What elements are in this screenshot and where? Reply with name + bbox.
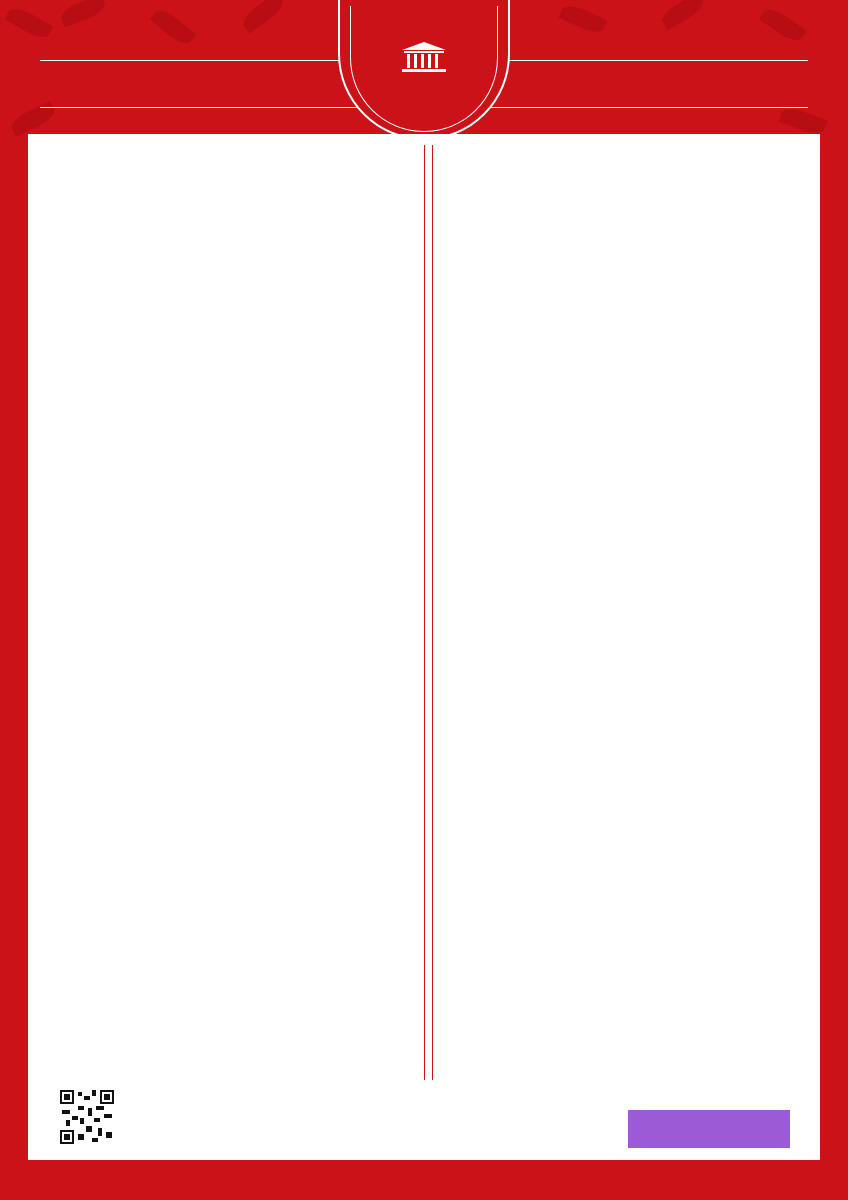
leaf-decoration [239,0,287,34]
theater-building-icon [398,40,450,74]
leaf-decoration [150,5,197,48]
footer [28,1082,820,1160]
column-divider [424,145,425,1080]
leaf-decoration [778,105,827,138]
leaf-decoration [759,4,807,45]
leaf-decoration [558,1,607,37]
leaf-decoration [5,4,54,43]
leaf-decoration [659,0,708,30]
qr-code-icon[interactable] [58,1088,116,1146]
leaf-decoration [58,0,107,27]
column-divider [432,145,433,1080]
vezdekultura-logo[interactable] [628,1110,790,1148]
